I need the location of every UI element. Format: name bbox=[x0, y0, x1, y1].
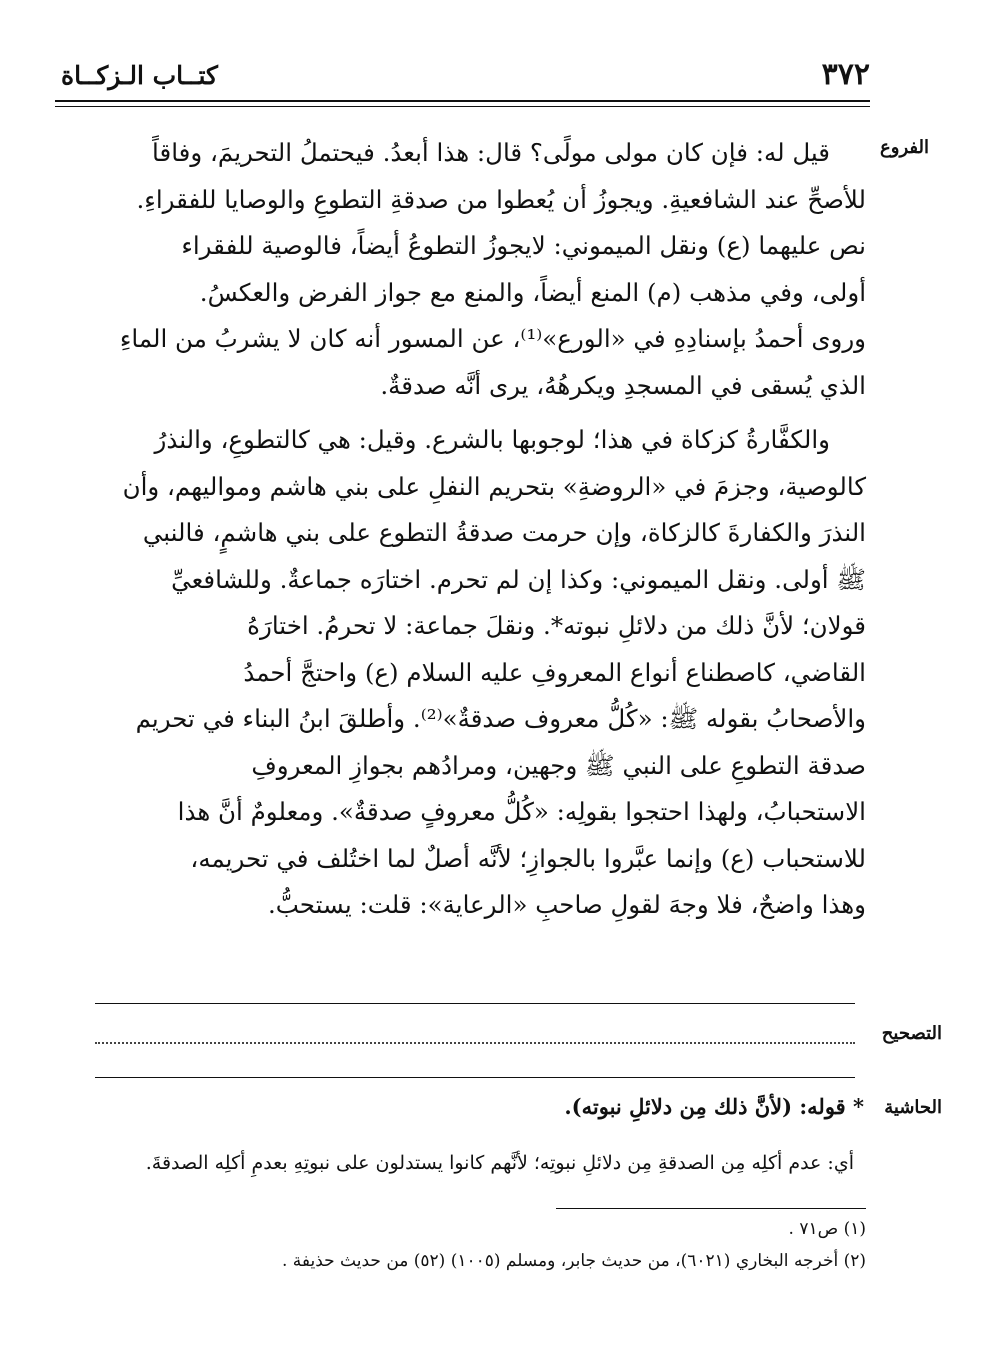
paragraph-2 bbox=[108, 417, 866, 929]
text-line: ﷺ أولى. ونقل الميموني: وكذا إن لم تحرم. اختارَه جماعةٌ. وللشافعيِّ bbox=[171, 564, 866, 594]
text-line: أولى، وفي مذهب (م) المنع أيضاً، والمنع مع جواز الفرض والعكسُ. bbox=[199, 277, 866, 307]
tashih-dotted-line bbox=[95, 1042, 855, 1044]
text-line: للاستحباب (ع) وإنما عبَّروا بالجوازِ؛ لأنَّه أصلٌ لما اختُلف في تحريمه، bbox=[190, 843, 866, 873]
text-line: صدقة التطوعِ على النبي ﷺ وجهين، ومرادُهم بجوازِ المعروفِ bbox=[251, 750, 866, 780]
text-line: القاضي، كاصطناع أنواع المعروفِ عليه السلام (ع) واحتجَّ أحمدُ bbox=[243, 657, 866, 687]
text-line: للأصحِّ عند الشافعيةِ. ويجوزُ أن يُعطوا من صدقةِ التطوعِ والوصايا للفقراءِ. bbox=[136, 184, 866, 214]
text-line: والكفَّارةُ كزكاة في هذا؛ لوجوبها بالشرع. وقيل: هي كالتطوعِ، والنذرُ bbox=[154, 425, 830, 454]
margin-label-hashiya: الحاشية bbox=[884, 1097, 942, 1118]
footnote-1: (١) ص٧١ . bbox=[788, 1219, 866, 1239]
book-title: كتــاب الـزكــاة bbox=[61, 61, 218, 90]
text-line: قولان؛ لأنَّ ذلك من دلائلِ نبوته*. ونقلَ جماعة: لا تحرمُ. اختارَهُ bbox=[247, 611, 866, 640]
main-text bbox=[108, 130, 866, 929]
footnote-2: (٢) أخرجه البخاري (٦٠٢١)، من حديث جابر، ومسلم (١٠٠٥) (٥٢) من حديث حذيفة . bbox=[281, 1251, 866, 1271]
text-line: وهذا واضحٌ، فلا وجهَ لقولِ صاحبِ «الرعاية»: قلت: يستحبُّ. bbox=[267, 890, 866, 919]
running-header bbox=[55, 58, 870, 102]
tashih-top-rule bbox=[95, 1003, 855, 1004]
text-line: قيل له: فإن كان مولى مولًى؟ قال: هذا أبعدُ. فيحتملُ التحريمَ، وفاقاً bbox=[152, 138, 830, 167]
header-rule bbox=[55, 100, 870, 102]
margin-label-tashih: التصحيح bbox=[881, 1023, 942, 1044]
text-line: والأصحابُ بقوله ﷺ: «كُلُّ معروف صدقةٌ»⁽²⁾. وأطلقَ ابنُ البناء في تحريم bbox=[135, 704, 866, 733]
text-line: الذي يُسقى في المسجدِ ويكرهُهُ، يرى أنَّه صدقةٌ. bbox=[380, 370, 866, 400]
footnote-rule bbox=[556, 1208, 866, 1209]
margin-label-furu: الفروع bbox=[880, 137, 929, 158]
text-line: الاستحبابُ، ولهذا احتجوا بقولِه: «كُلُّ معروفٍ صدقةٌ». ومعلومٌ أنَّ هذا bbox=[177, 797, 866, 826]
text-line: كالوصية، وجزمَ في «الروضةِ» بتحريم النفلِ على بني هاشم ومواليهم، وأن bbox=[122, 471, 866, 501]
header-rule-thin bbox=[55, 106, 870, 107]
hashiya-explanation: أي: عدم أكلِه مِن الصدقةِ مِن دلائلِ نبوتِه؛ لأنَّهم كانوا يستدلون على نبوتِهِ بعدمِ أكلِه الصدقةَ. bbox=[145, 1152, 854, 1174]
hashiya-quote: * قوله: (لأنَّ ذلك مِن دلائلِ نبوته). bbox=[564, 1094, 864, 1119]
text-line: وروى أحمدُ بإسنادِهِ في «الورع»⁽¹⁾، عن المسور أنه كان لا يشربُ من الماءِ bbox=[119, 324, 866, 353]
text-line: نص عليهما (ع) ونقل الميموني: لايجوزُ التطوعُ أيضاً، فالوصية للفقراء bbox=[181, 231, 866, 260]
text-line: النذرَ والكفارةَ كالزكاة، وإن حرمت صدقةُ التطوع على بني هاشمٍ، فالنبي bbox=[142, 518, 866, 547]
tashih-bottom-rule bbox=[95, 1077, 855, 1078]
paragraph-1 bbox=[108, 130, 866, 409]
page-number: ٣٧٢ bbox=[821, 57, 870, 92]
